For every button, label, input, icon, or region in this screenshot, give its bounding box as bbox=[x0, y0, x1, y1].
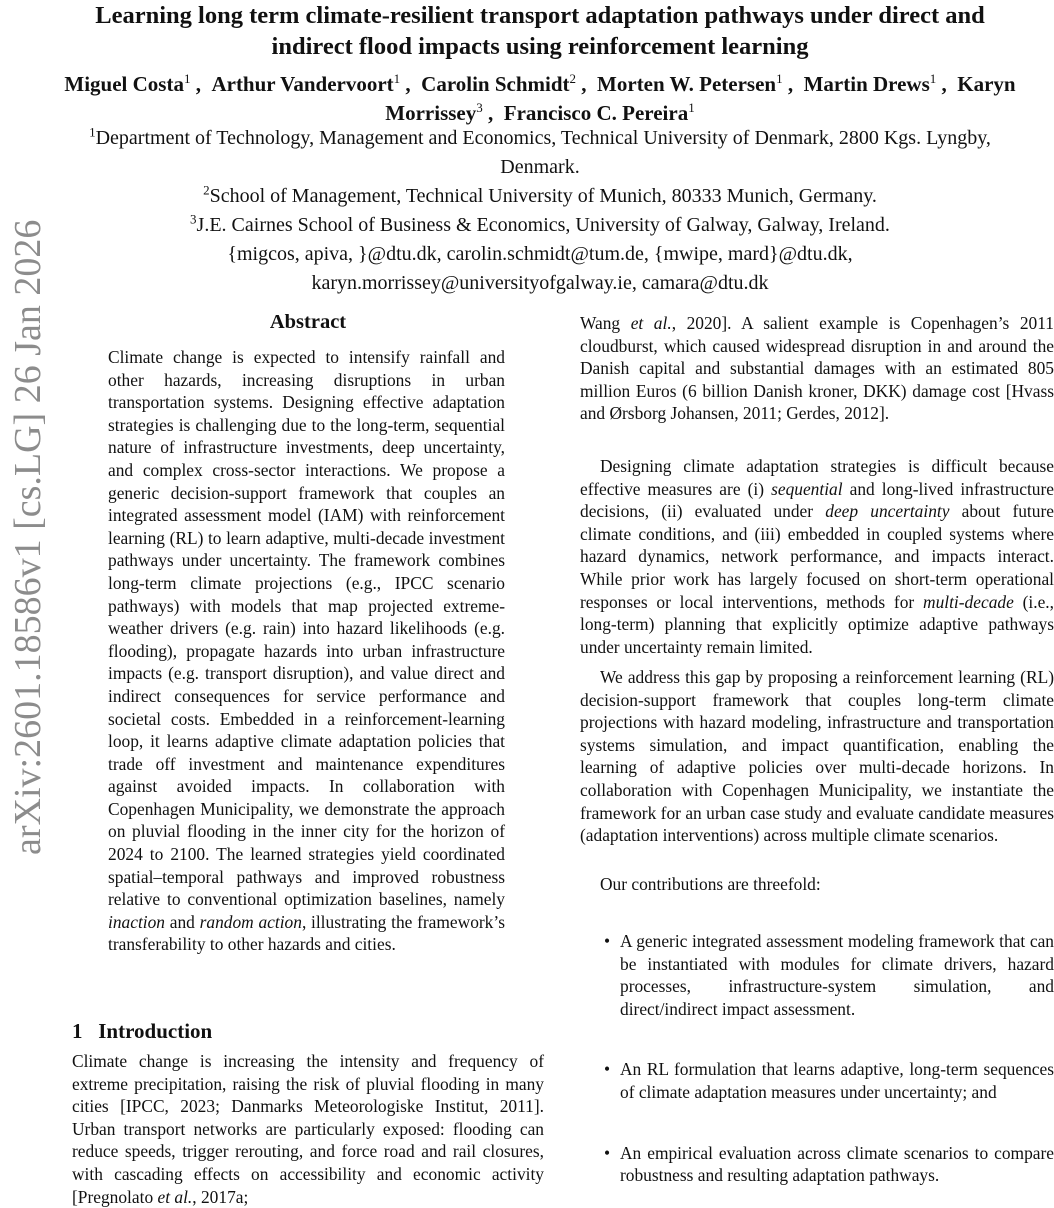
abstract-body: Climate change is expected to intensify rainfall and other hazards, increasing disruptions in urban transportation systems. Designing effective adaptation strategies is challenging due to the long-term, sequential nature of infrastructure investments, deep uncertainty, and complex cross-sector interactions. We propose a generic decision-support framework that couples an integrated assessment model (IAM) with reinforcement learning (RL) to learn adaptive, multi-decade investment pathways under uncertainty. The framework combines long-term climate projections (e.g., IPCC scenario pathways) with models that map projected extreme-weather drivers (e.g. rain) into hazard likelihoods (e.g. flooding), propagate hazards into urban infrastructure impacts (e.g. transport disruption), and value direct and indirect consequences for service performance and societal costs. Embedded in a reinforcement-learning loop, it learns adaptive climate adaptation policies that trade off investment and maintenance expenditures against avoided impacts. In collaboration with Copenhagen Municipality, we demonstrate the approach on pluvial flooding in the inner city for the horizon of 2024 to 2100. The learned strategies yield coordinated spatial–temporal pathways and improved robustness relative to conventional optimization baselines, namely bbox=[108, 347, 505, 910]
affiliation-line bbox=[60, 211, 1020, 240]
abstract-heading: Abstract bbox=[269, 311, 347, 333]
paragraph-text: (i.e., long-term) planning that explicitly optimize adaptive pathways under uncertainty remain limited. bbox=[580, 591, 1054, 657]
paragraph-text: Climate change is increasing the intensity and frequency of extreme precipitation, raising the risk of pluvial flooding in many cities [IPCC, 2023; Danmarks Meteorologiske Institut, 2011]. Urban transport networks are particularly exposed: flooding can reduce speeds, trigger rerouting, and force road and rail closures, with cascading effects on accessibility and economic activity [Pregnolato bbox=[72, 1051, 544, 1207]
affiliation-number: 2 bbox=[203, 182, 210, 198]
paper-title: Learning long term climate-resilient transport adaptation pathways under direct and indirect flood impacts using reinforcement learning bbox=[95, 2, 985, 60]
intro-paragraph-2 bbox=[580, 455, 1054, 658]
author-name: Carolin Schmidt bbox=[421, 72, 570, 96]
affiliation-block bbox=[60, 124, 1020, 298]
author-name: Karyn Morrissey bbox=[385, 72, 1016, 125]
contribution-list bbox=[580, 930, 1054, 1187]
author-affiliation-mark: 1 bbox=[393, 71, 401, 86]
affiliation-number: 3 bbox=[190, 211, 197, 227]
intro-paragraph-1-continued bbox=[580, 312, 1054, 425]
abstract-emphasis: random action bbox=[199, 911, 302, 932]
paragraph-emphasis: deep uncertainty bbox=[825, 501, 950, 522]
citation-emphasis: et al. bbox=[630, 313, 672, 333]
paragraph-text: and long-lived infrastructure decisions, (ii) evaluated under bbox=[580, 478, 1054, 522]
email-line: karyn.morrissey@universityofgalway.ie, camara@dtu.dk bbox=[311, 272, 769, 294]
arxiv-identifier-stamp: arXiv:2601.18586v1 [cs.LG] 26 Jan 2026 bbox=[7, 219, 49, 855]
section-title: Introduction bbox=[98, 1019, 213, 1043]
paragraph-text: about future climate conditions, and (iii) embedded in coupled systems where hazard dynamics, network performance, and impacts interact. While prior work has largely focused on short-term operational responses or local interventions, methods for bbox=[580, 501, 1054, 612]
paragraph-emphasis: sequential bbox=[771, 478, 843, 499]
section-number: 1 bbox=[72, 1019, 83, 1043]
list-item: • An empirical evaluation across climate scenarios to compare robustness and resulting adaptation pathways. bbox=[580, 1142, 1054, 1187]
paragraph-text: , 2020]. A salient example is Copenhagen’s 2011 cloudburst, which caused widespread disruption in and around the Danish capital and substantial damages with an estimated 805 million Euros (6 billion Danish kroner, DKK) damage cost [Hvass and Ørsborg Johansen, 2011; Gerdes, 2012]. bbox=[580, 313, 1054, 424]
paragraph-emphasis: multi-decade bbox=[923, 591, 1014, 612]
affiliation-number: 1 bbox=[89, 124, 96, 140]
abstract-text bbox=[108, 346, 505, 956]
author-affiliation-mark: 1 bbox=[776, 71, 783, 86]
affiliation-line bbox=[60, 182, 1020, 211]
intro-paragraph-1 bbox=[72, 1050, 544, 1208]
list-item: • A generic integrated assessment modeling framework that can be instantiated with modules for climate drivers, hazard processes, infrastructure-system simulation, and direct/indirect impact assessment. bbox=[580, 930, 1054, 1020]
author-affiliation-mark: 2 bbox=[569, 71, 577, 86]
intro-paragraph-4: Our contributions are threefold: bbox=[600, 874, 821, 894]
author-name: Morten W. Petersen bbox=[597, 72, 777, 96]
affiliation-line bbox=[60, 124, 1020, 182]
author-list: Miguel Costa$^1$ , Arthur Vandervoort$^1$ , Carolin Schmidt$^2$ , Morten W. Petersen$^1$ , Martin Drews$^1$ , Karyn Morrissey$^3$ , Francisco C. Pereira$^1$ bbox=[64, 71, 1016, 125]
abstract-body: and bbox=[169, 911, 195, 932]
author-name: Arthur Vandervoort bbox=[211, 72, 394, 96]
section-heading-introduction bbox=[72, 1017, 212, 1045]
author-name: Francisco C. Pereira bbox=[503, 101, 689, 125]
author-name: Miguel Costa bbox=[64, 72, 184, 96]
affiliation-text: J.E. Cairnes School of Business & Economics, University of Galway, Galway, Ireland. bbox=[196, 214, 890, 236]
citation-emphasis: et al. bbox=[157, 1186, 193, 1207]
paragraph-text: Designing climate adaptation strategies is difficult because effective measures are (i) bbox=[580, 456, 1054, 499]
affiliation-text: School of Management, Technical University of Munich, 80333 Munich, Germany. bbox=[209, 185, 877, 207]
email-line: {migcos, apiva, }@dtu.dk, carolin.schmidt@tum.de, {mwipe, mard}@dtu.dk, bbox=[227, 243, 853, 265]
author-affiliation-mark: 1 bbox=[688, 100, 695, 115]
author-affiliation-mark: 1 bbox=[183, 71, 191, 86]
intro-paragraph-3: We address this gap by proposing a reinforcement learning (RL) decision-support framework that couples long-term climate projections with hazard modeling, infrastructure and transportation systems simulation, and impact quantification, enabling the learning of adaptive policies over multi-decade horizons. In collaboration with Copenhagen Municipality, we instantiate the framework for an urban case study and evaluate candidate measures (adaptation interventions) across multiple climate scenarios. bbox=[580, 667, 1054, 846]
author-affiliation-mark: 3 bbox=[476, 100, 483, 115]
paragraph-text: , 2017a; bbox=[192, 1186, 249, 1207]
paragraph-text: Wang bbox=[580, 313, 621, 333]
abstract-emphasis: inaction bbox=[108, 911, 165, 932]
list-item: • An RL formulation that learns adaptive, long-term sequences of climate adaptation measures under uncertainty; and bbox=[580, 1058, 1054, 1103]
author-affiliation-mark: 1 bbox=[929, 71, 937, 86]
affiliation-text: Department of Technology, Management and Economics, Technical University of Denmark, 2800 Kgs. Lyngby, Denmark. bbox=[95, 127, 991, 178]
author-name: Martin Drews bbox=[803, 72, 930, 96]
abstract-body: , illustrating the framework’s transferability to other hazards and cities. bbox=[108, 911, 505, 955]
